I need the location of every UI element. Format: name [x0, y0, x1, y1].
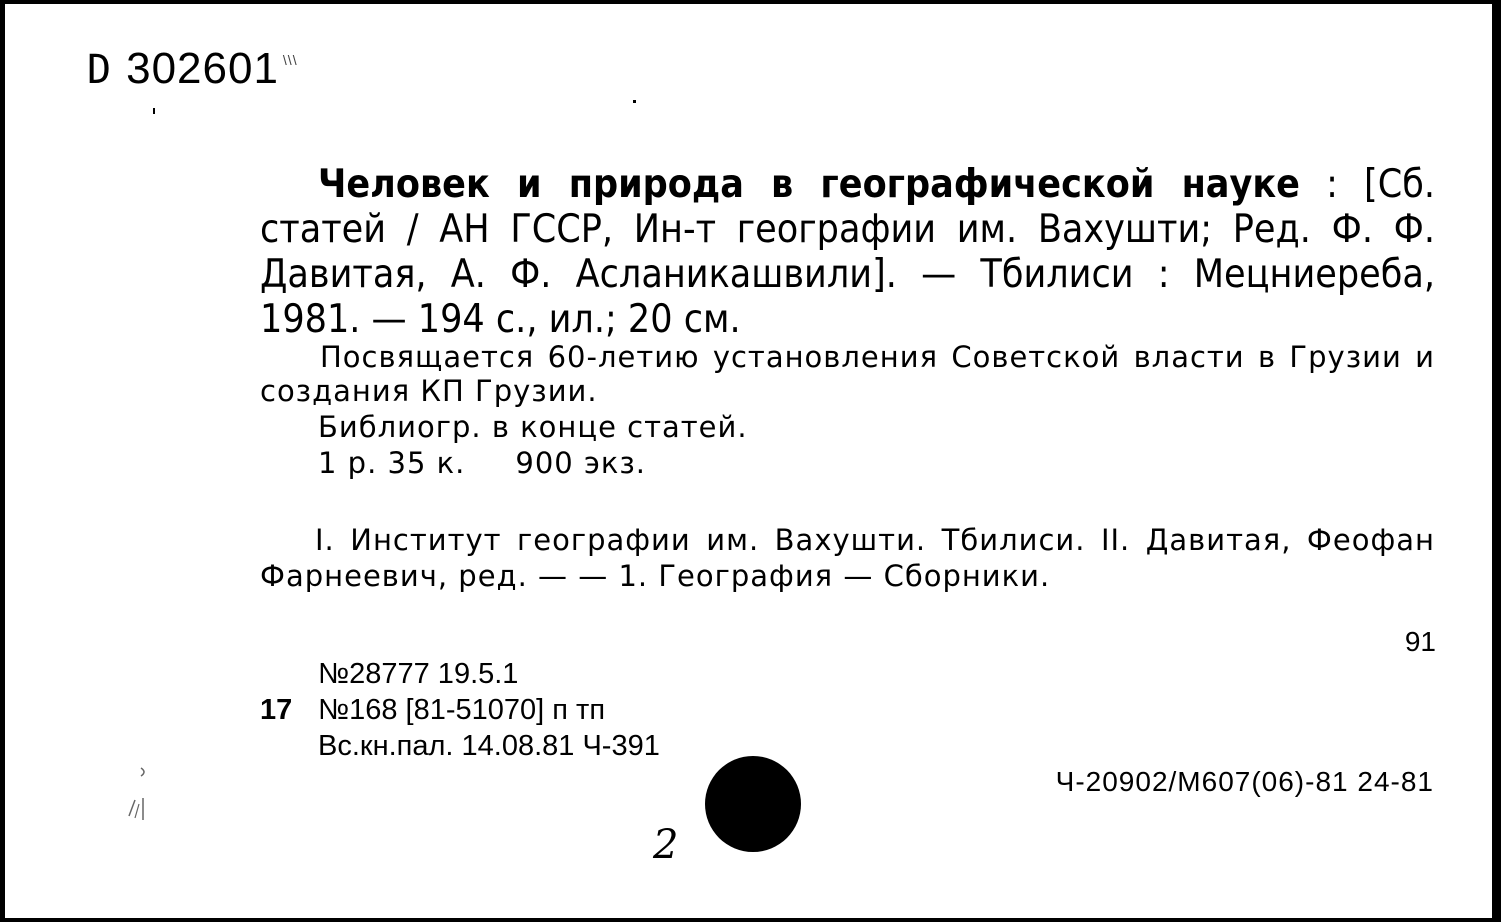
- call-number-prefix: D: [87, 47, 113, 93]
- classification-number: 91: [1404, 626, 1436, 657]
- dedication-note: [260, 340, 1435, 408]
- speck: [153, 108, 155, 114]
- print-run: 900 экз.: [515, 446, 647, 480]
- speck: [633, 100, 636, 103]
- order-line-2: №168 [81-51070] п тп: [318, 694, 606, 726]
- price-cost: 1 р. 35 к.: [318, 446, 466, 480]
- price-line: [318, 446, 646, 480]
- punch-hole: [705, 756, 801, 852]
- title-main: Человек и природа в географической науке: [318, 162, 1300, 207]
- bibliography-note: Библиогр. в конце статей.: [318, 410, 748, 444]
- pencil-mark-icon: [113, 764, 153, 824]
- order-line-3: Вс.кн.пал. 14.08.81 Ч-391: [318, 730, 660, 762]
- tracings-text: I. Институт географии им. Вахушти. Тбилиси. II. Давитая, Феофан Фарнеевич, ред. — — 1. География — Сборники.: [260, 523, 1435, 593]
- bibliographic-title: [260, 162, 1435, 342]
- title-details: : [Сб. статей / АН ГССР, Ин-т географии им. Вахушти; Ред. Ф. Ф. Давитая, А. Ф. Асланикашвили]. — Тбилиси : Мецниереба, 1981. — 194 с., ил.; 20 см.: [260, 162, 1435, 342]
- publisher-code: Ч-20902/М607(06)-81 24-81: [1055, 766, 1434, 797]
- call-number: [87, 44, 298, 94]
- tracings: [260, 522, 1435, 594]
- order-info: [260, 656, 660, 764]
- note-text: Посвящается 60-летию установления Советской власти в Грузии и создания КП Грузии.: [260, 340, 1435, 408]
- order-number-bold: 17: [260, 694, 293, 726]
- order-line-1: №28777 19.5.1: [318, 658, 519, 690]
- call-number-value: 302601: [126, 44, 279, 93]
- call-number-suffix-mark: \\\: [282, 52, 298, 68]
- handwritten-mark: 2: [653, 822, 679, 868]
- catalog-card: [5, 4, 1492, 918]
